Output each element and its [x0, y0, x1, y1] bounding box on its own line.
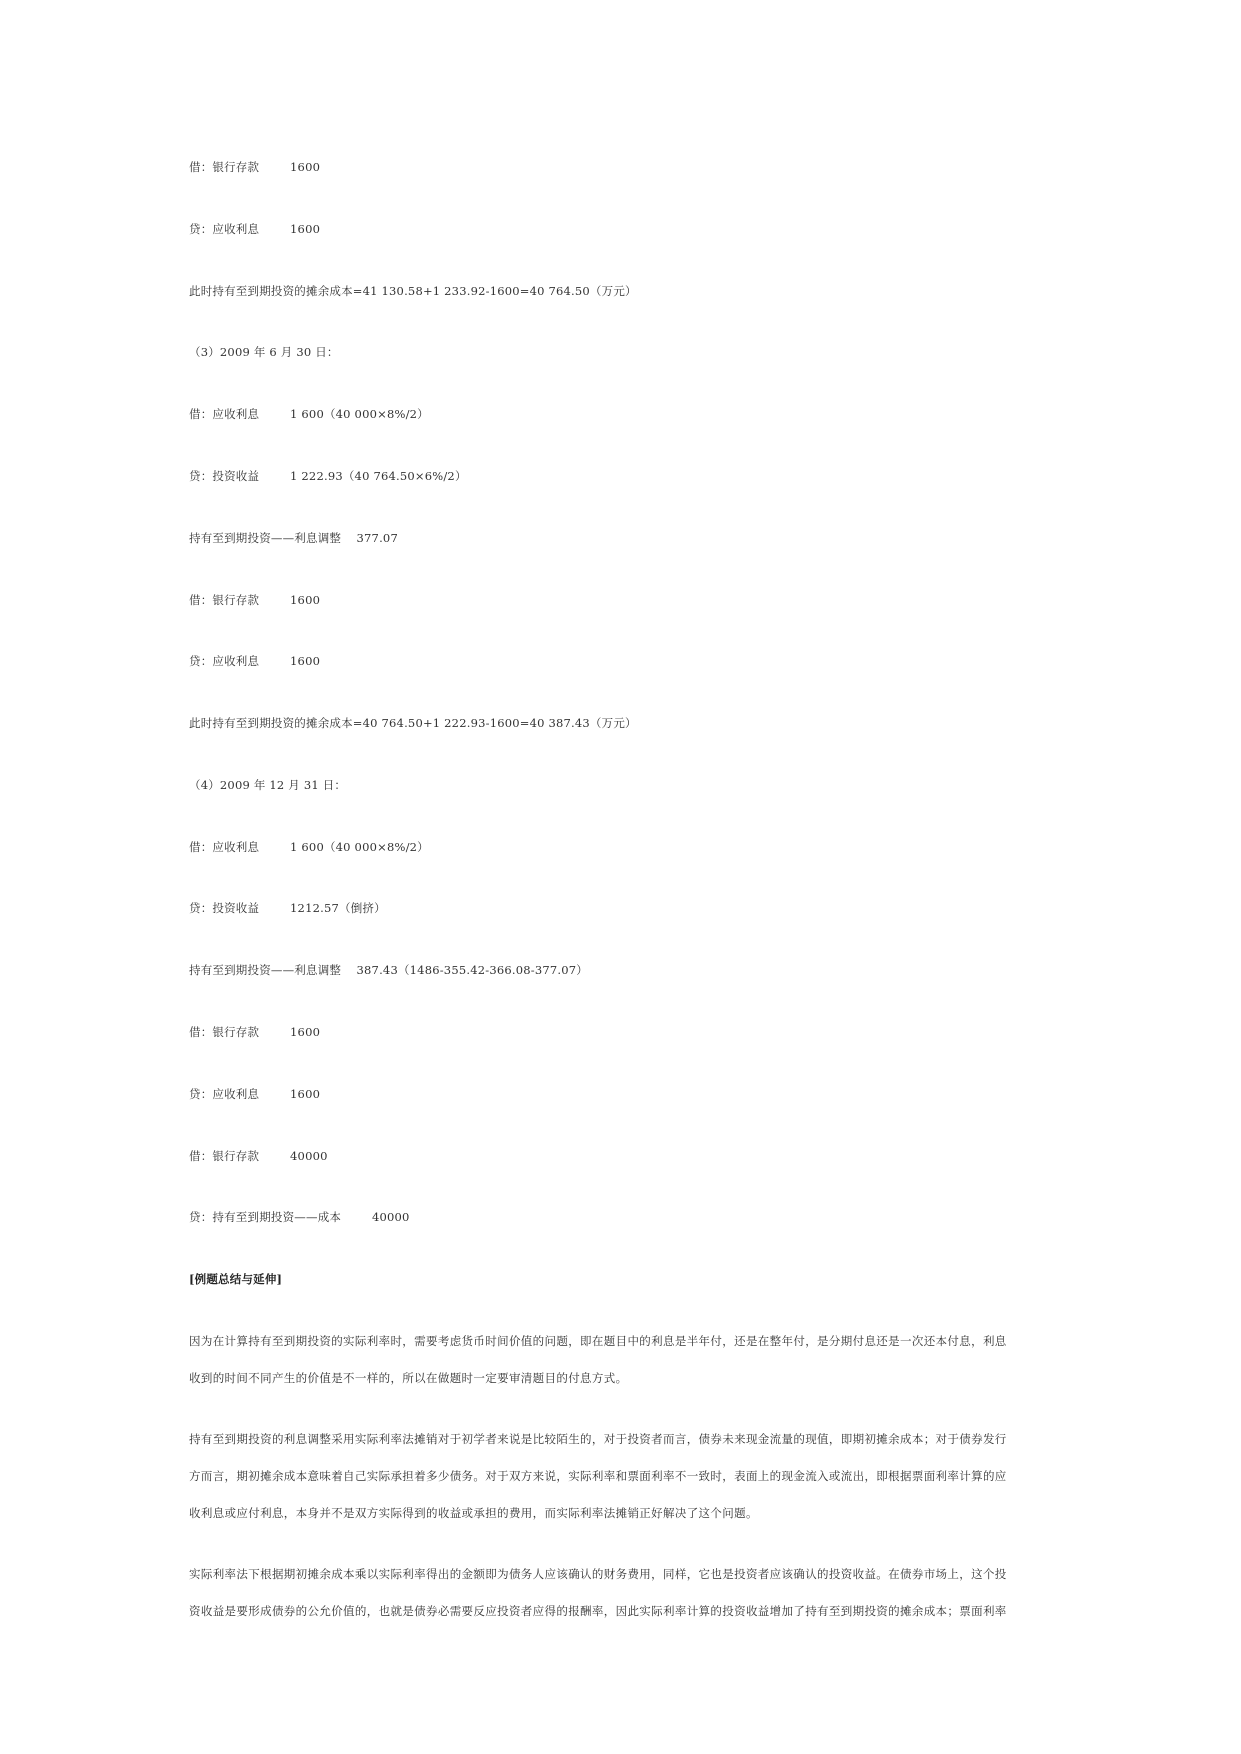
- amortized-cost-line: 此时持有至到期投资的摊余成本=41 130.58+1 233.92-1600=40 764.50（万元）: [189, 284, 637, 298]
- journal-entry-line: 借：银行存款 1600: [189, 593, 321, 607]
- journal-entry-line: 借：应收利息 1 600（40 000×8%/2）: [189, 840, 429, 854]
- journal-entry-line: 借：银行存款 1600: [189, 160, 321, 174]
- journal-entry-line: 贷：应收利息 1600: [189, 1087, 321, 1101]
- date-heading-line: （4）2009 年 12 月 31 日：: [189, 778, 347, 792]
- journal-entry-line: 贷：持有至到期投资——成本 40000: [189, 1210, 410, 1224]
- date-heading-line: （3）2009 年 6 月 30 日：: [189, 345, 339, 359]
- journal-entry-line: 贷：应收利息 1600: [189, 654, 321, 668]
- journal-entry-line: 借：银行存款 1600: [189, 1025, 321, 1039]
- amortized-cost-line: 此时持有至到期投资的摊余成本=40 764.50+1 222.93-1600=40 387.43（万元）: [189, 716, 637, 730]
- paragraph-line: 持有至到期投资的利息调整采用实际利率法摊销对于初学者来说是比较陌生的，对于投资者而言，债券未来现金流量的现值，即期初摊余成本；对于债券发行: [189, 1432, 1007, 1446]
- journal-entry-line: 持有至到期投资——利息调整 377.07: [189, 531, 398, 545]
- paragraph-line: 方而言，期初摊余成本意味着自己实际承担着多少债务。对于双方来说，实际利率和票面利率不一致时，表面上的现金流入或流出，即根据票面利率计算的应: [189, 1469, 1007, 1483]
- summary-paragraph: [189, 1567, 1059, 1641]
- summary-paragraph: [189, 1432, 1059, 1543]
- journal-entry-line: 借：应收利息 1 600（40 000×8%/2）: [189, 407, 429, 421]
- summary-paragraph: [189, 1334, 1059, 1408]
- journal-entry-line: 持有至到期投资——利息调整 387.43（1486-355.42-366.08-377.07）: [189, 963, 588, 977]
- paragraph-line: 因为在计算持有至到期投资的实际利率时，需要考虑货币时间价值的问题，即在题目中的利息是半年付，还是在整年付，是分期付息还是一次还本付息，利息: [189, 1334, 1007, 1348]
- paragraph-line: 资收益是要形成债券的公允价值的，也就是债券必需要反应投资者应得的报酬率，因此实际利率计算的投资收益增加了持有至到期投资的摊余成本；票面利率: [189, 1604, 1007, 1618]
- paragraph-line: 收利息或应付利息，本身并不是双方实际得到的收益或承担的费用，而实际利率法摊销正好解决了这个问题。: [189, 1506, 758, 1520]
- paragraph-line: 实际利率法下根据期初摊余成本乘以实际利率得出的金额即为债务人应该确认的财务费用，同样，它也是投资者应该确认的投资收益。在债券市场上，这个投: [189, 1567, 1007, 1581]
- summary-heading: [例题总结与延伸]: [189, 1272, 283, 1286]
- paragraph-line: 收到的时间不同产生的价值是不一样的，所以在做题时一定要审清题目的付息方式。: [189, 1371, 628, 1385]
- journal-entry-line: 贷：投资收益 1 222.93（40 764.50×6%/2）: [189, 469, 467, 483]
- journal-entry-line: 借：银行存款 40000: [189, 1149, 328, 1163]
- journal-entry-line: 贷：投资收益 1212.57（倒挤）: [189, 901, 386, 915]
- journal-entry-line: 贷：应收利息 1600: [189, 222, 321, 236]
